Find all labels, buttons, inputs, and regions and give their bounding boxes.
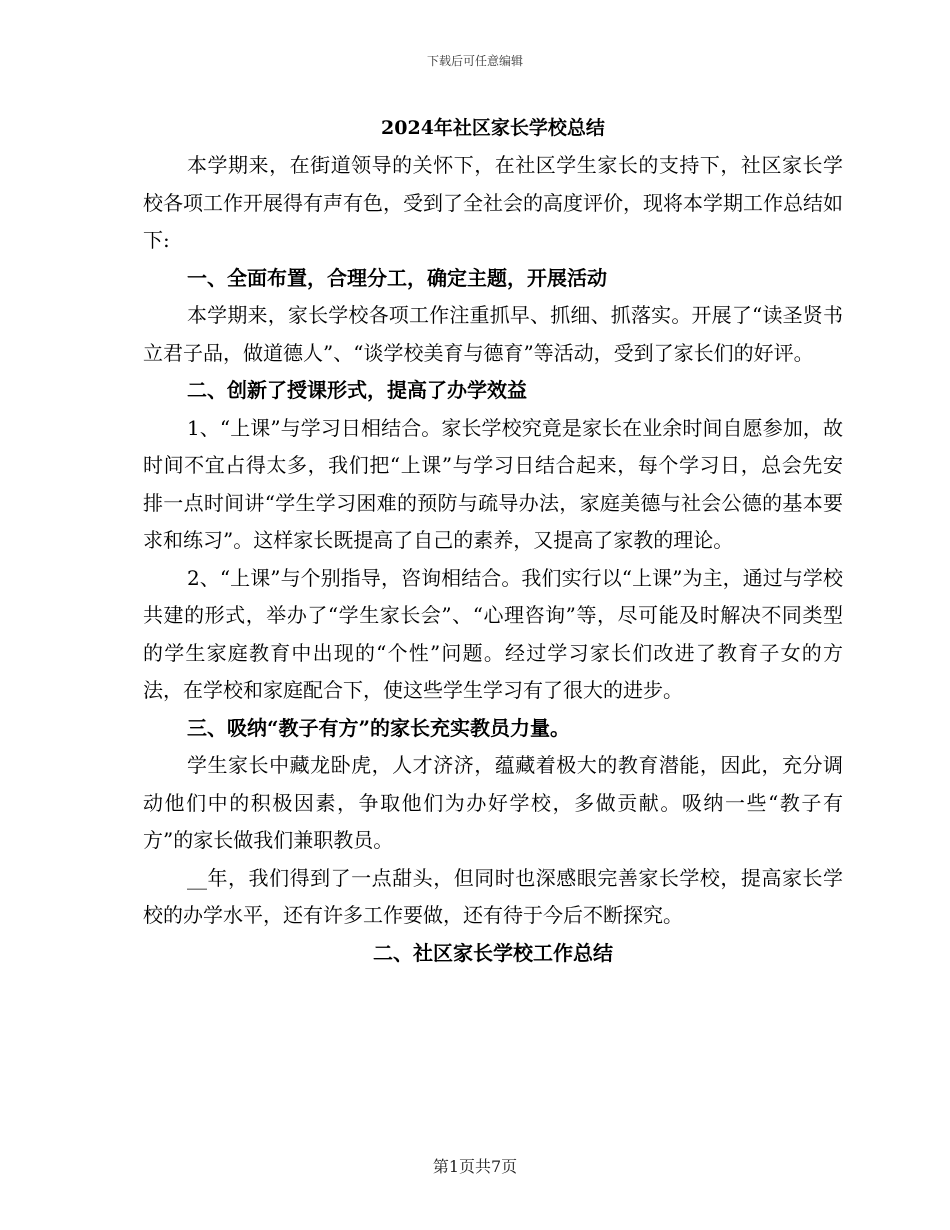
document-title: 2024年社区家长学校总结 [381,117,605,139]
section3-paragraph-2: __年，我们得到了一点甜头，但同时也深感眼完善家长学校，提高家长学校的办学水平，还有许多工作要做，还有待于今后不断探究。 [143,865,843,927]
section3-paragraph-1: 学生家长中藏龙卧虎，人才济济，蕴藏着极大的教育潜能，因此，充分调动他们中的积极因素，争取他们为办好学校，多做贡献。吸纳一些“教子有方”的家长做我们兼职教员。 [143,753,843,852]
section2-paragraph-2: 2、“上课”与个别指导，咨询相结合。我们实行以“上课”为主，通过与学校共建的形式，举办了“学生家长会”、“心理咨询”等，尽可能及时解决不同类型的学生家庭教育中出现的“个性”问题。经过学习家长们改进了教育子女的方法，在学校和家庭配合下，使这些学生学习有了很大的进步。 [143,565,843,702]
section3-heading: 三、吸纳“教子有方”的家长充实教员力量。 [187,715,571,740]
page-number-footer: 第1页共7页 [432,1157,518,1176]
section2-paragraph-1: 1、“上课”与学习日相结合。家长学校究竟是家长在业余时间自愿参加，故时间不宜占得太多，我们把“上课”与学习日结合起来，每个学习日，总会先安排一点时间讲“学生学习困难的预防与疏导办法，家庭美德与社会公德的基本要求和练习”。这样家长既提高了自己的素养，又提高了家教的理论。 [143,415,843,552]
header-note: 下载后可任意编辑 [426,54,523,68]
next-section-title: 二、社区家长学校工作总结 [373,940,613,965]
section1-paragraph: 本学期来，家长学校各项工作注重抓早、抓细、抓落实。开展了“读圣贤书立君子品，做道德人”、“谈学校美育与德育”等活动，受到了家长们的好评。 [143,303,843,365]
document-body [143,110,843,972]
section1-heading: 一、全面布置，合理分工，确定主题，开展活动 [187,265,607,290]
section2-heading: 二、创新了授课形式，提高了办学效益 [187,378,527,402]
intro-paragraph: 本学期来，在街道领导的关怀下，在社区学生家长的支持下，社区家长学校各项工作开展得有声有色，受到了全社会的高度评价，现将本学期工作总结如下: [143,153,843,252]
